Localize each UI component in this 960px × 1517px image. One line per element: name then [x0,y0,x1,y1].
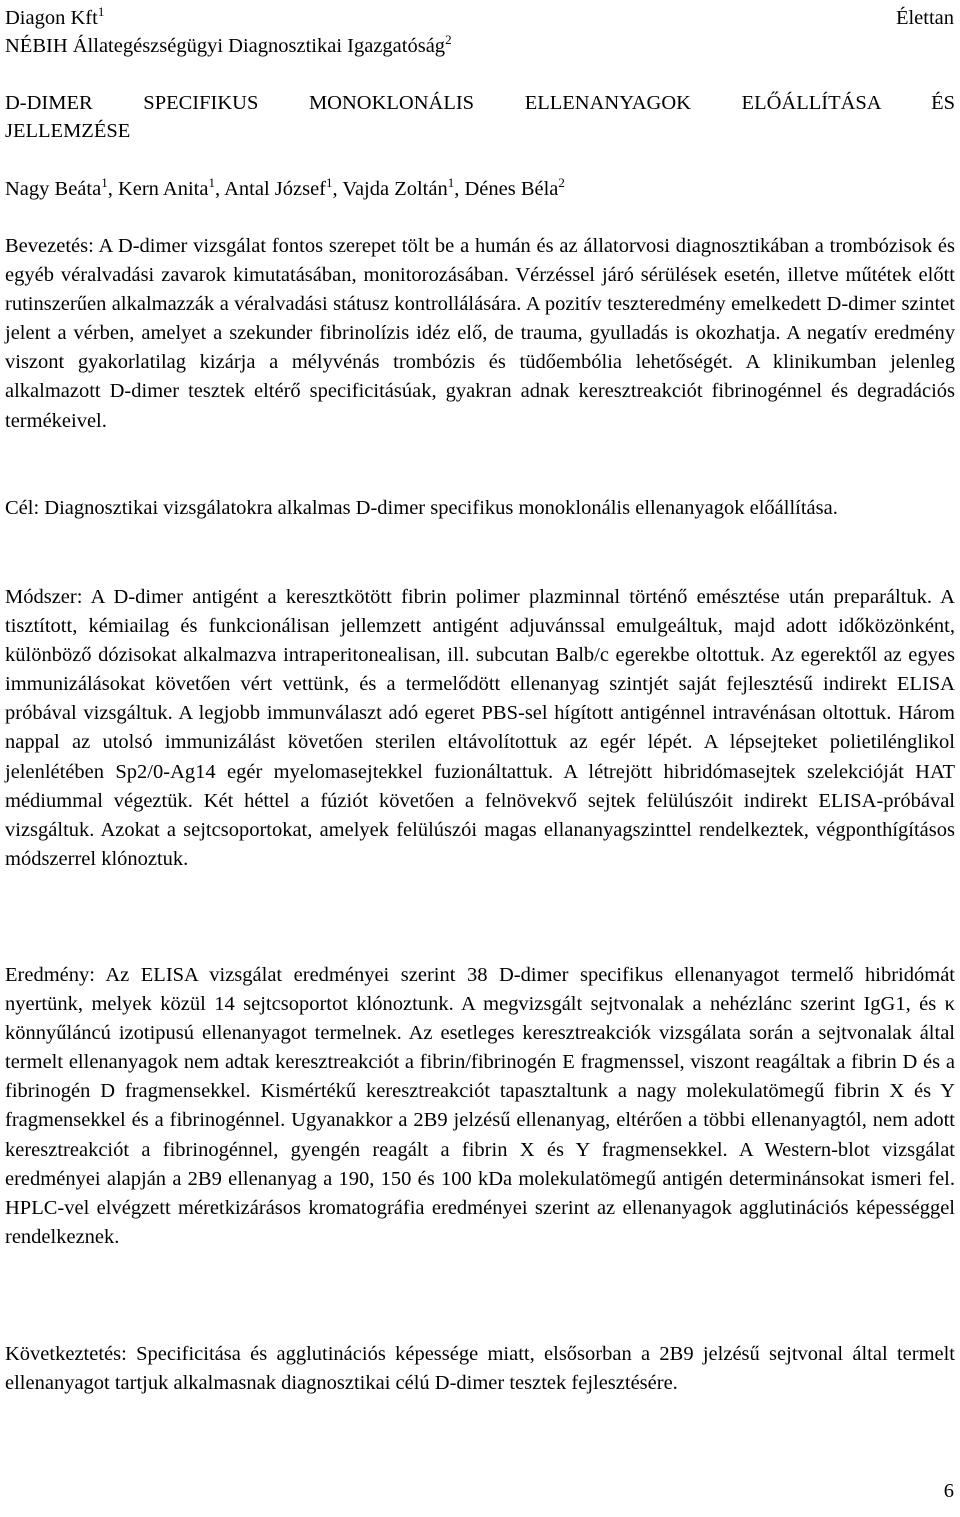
affiliation-1-sup: 1 [97,4,105,20]
title-line-2: JELLEMZÉSE [5,120,131,142]
author-sep: , [454,178,465,200]
section-bevezetes: Bevezetés: A D-dimer vizsgálat fontos szerepet tölt be a humán és az állatorvosi diagnosztikában a trombózisok és egyéb véralvadási zavarok kimutatásában, monitorozásában. Vérzéssel járó sérülések esetén, illetve műtétek előtt rutinszerűen alkalmazzák a véralvadási státusz kontrollálására. A pozitív teszteredmény emelkedett D-dimer szintet jelent a vérben, amelyet a szekunder fibrinolízis idéz elő, de trauma, gyulladás is okozhatja. A negatív eredmény viszont gyakorlatilag kizárja a mélyvénás trombózis és tüdőembólia lehetőségét. A klinikumban jelenleg alkalmazott D-dimer tesztek eltérő specificitásúak, gyakran adnak keresztreakciót fibrinogénnel és degradációs termékeivel. [5,235,955,432]
author-sep: , [107,178,118,200]
title-line-1 [5,92,955,115]
section-kovetkeztetes: Következtetés: Specificitása és agglutinációs képessége miatt, elsősorban a 2B9 jelzésű sejtvonal által termelt ellenanyagot tartjuk alkalmasnak diagnosztikai célú D-dimer tesztek fejlesztésére. [5,1343,955,1395]
author-name: Kern Anita [117,178,209,200]
author-name: Antal József [224,178,327,200]
author-sep: , [332,178,343,200]
author-sup: 1 [326,175,333,191]
author-sup: 2 [558,175,565,191]
author-name: Vajda Zoltán [342,178,448,200]
author [464,175,565,200]
affiliation-1 [5,4,105,30]
author-sup: 1 [208,175,215,191]
section-label: Élettan [895,7,954,29]
author-sup: 1 [447,175,455,191]
affiliation-2-text: NÉBIH Állategészségügyi Diagnosztikai Igazgatóság [5,35,446,57]
author [224,175,343,200]
author-list [5,175,565,201]
title-line-1-text: D-DIMER SPECIFIKUS MONOKLONÁLIS ELLENANYAGOK ELŐÁLLÍTÁSA ÉS [5,92,955,114]
affiliation-1-text: Diagon Kft [5,7,98,29]
author-name: Dénes Béla [464,178,559,200]
author-name: Nagy Beáta [5,178,102,200]
affiliation-2 [5,32,452,58]
section-modszer: Módszer: A D-dimer antigént a keresztkötött fibrin polimer plazminnal történő emésztése után preparáltuk. A tisztított, kémiailag és funkcionálisan jellemzett antigént adjuvánssal emulgeáltuk, majd adott időközönként, különböző dózisokat alkalmazva intraperitonealisan, ill. subcutan Balb/c egerekbe oltottuk. Az egerektől az egyes immunizálásokat követően vért vettünk, és a termelődött ellenanyag szintjét saját fejlesztésű indirekt ELISA próbával vizsgáltuk. A legjobb immunválaszt adó egeret PBS-sel hígított antigénnel intravénásan oltottuk. Három nappal az utolsó immunizálást követően sterilen eltávolítottuk az egér lépét. A lépsejteket polietilénglikol jelenlétében Sp2/0-Ag14 egér myelomasejtekkel fuzionáltattuk. A létrejött hibridómasejtek szelekcióját HAT médiummal végeztük. Két héttel a fúziót követően a felnövekvő sejtek felülúszóit indirekt ELISA-próbával vizsgáltuk. Azokat a sejtcsoportokat, amelyek felülúszói magas ellananyagszinttel rendelkeztek, végponthígításos módszerrel klónoztuk. [5,586,955,870]
affiliation-2-sup: 2 [445,32,452,48]
author-sep: , [214,178,225,200]
author [342,175,465,200]
section-eredmeny: Eredmény: Az ELISA vizsgálat eredményei szerint 38 D-dimer specifikus ellenanyagot termelő hibridómát nyertünk, melyek közül 14 sejtcsoportot klónoztunk. A megvizsgált sejtvonalak a nehézlánc szerint IgG1, és κ könnyűláncú izotipusú ellenanyagot termelnek. Az esetleges keresztreakciók vizsgálata során a sejtvonalak által termelt ellenanyagok nem adtak keresztreakciót a fibrin/fibrinogén E fragmenssel, viszont reagáltak a fibrin D és a fibrinogén D fragmensekkel. Kismértékű keresztreakciót tapasztaltunk a nagy molekulatömegű fibrin X és Y fragmensekkel és a fibrinogénnel. Ugyanakkor a 2B9 jelzésű ellenanyag, eltérően a többi ellenanyagtól, nem adott keresztreakciót a fibrinogénnel, gyengén reagált a fibrin X és Y fragmensekkel. A Western-blot vizsgálat eredményei alapján a 2B9 ellenanyag a 190, 150 és 100 kDa molekulatömegű antigén determinánsokat ismeri fel. HPLC-vel elvégzett méretkizárásos kromatográfia eredményei szerint az ellenanyagok agglutinációs képességgel rendelkeznek. [5,964,955,1248]
page-number: 6 [943,1480,954,1502]
author-sup: 1 [101,175,108,191]
author [117,175,225,200]
author [5,175,118,200]
section-cel: Cél: Diagnosztikai vizsgálatokra alkalmas D-dimer specifikus monoklonális ellenanyagok előállítása. [5,497,838,519]
